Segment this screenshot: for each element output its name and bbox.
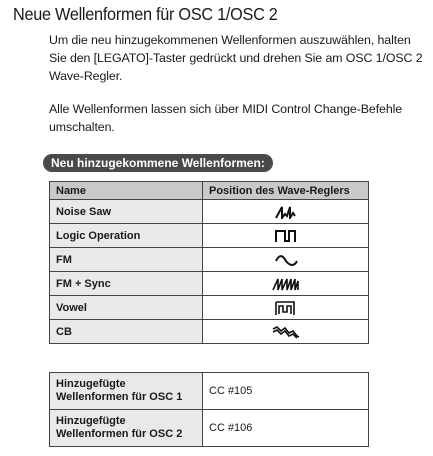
fm-wave-icon — [274, 253, 298, 267]
waveform-name: FM + Sync — [50, 272, 203, 296]
cb-wave-icon — [271, 325, 301, 339]
fm-sync-wave-icon — [271, 277, 301, 291]
table-row — [50, 200, 369, 224]
column-header-position: Position des Wave-Reglers — [203, 182, 369, 200]
waveform-name: Logic Operation — [50, 224, 203, 248]
section-badge: Neu hinzugekommene Wellenformen: — [43, 154, 273, 172]
waveform-name: FM — [50, 248, 203, 272]
table-header-row — [50, 182, 369, 200]
cc-value: CC #106 — [203, 410, 369, 447]
page-title: Neue Wellenformen für OSC 1/OSC 2 — [13, 4, 278, 24]
cc-name: Hinzugefügte Wellenformen für OSC 1 — [50, 373, 203, 410]
table-row — [50, 373, 369, 410]
table-row — [50, 224, 369, 248]
table-row — [50, 320, 369, 344]
vowel-wave-icon — [274, 300, 298, 316]
cc-value: CC #105 — [203, 373, 369, 410]
waveform-name: CB — [50, 320, 203, 344]
waveform-name: Noise Saw — [50, 200, 203, 224]
table-row — [50, 248, 369, 272]
cc-name: Hinzugefügte Wellenformen für OSC 2 — [50, 410, 203, 447]
waveform-table — [49, 181, 369, 344]
instruction-paragraph: Um die neu hinzugekommenen Wellenformen auszuwählen, halten Sie den [LEGATO]-Taster gedrückt und drehen Sie am OSC 1/OSC 2 Wave-Regler. — [49, 33, 423, 83]
logic-operation-wave-icon — [274, 229, 298, 243]
noise-saw-wave-icon — [274, 205, 298, 219]
table-row — [50, 296, 369, 320]
waveform-name: Vowel — [50, 296, 203, 320]
column-header-name: Name — [50, 182, 203, 200]
cc-table — [49, 372, 369, 447]
table-row — [50, 410, 369, 447]
table-row — [50, 272, 369, 296]
midi-paragraph: Alle Wellenformen lassen sich über MIDI Control Change-Befehle umschalten. — [49, 102, 403, 134]
